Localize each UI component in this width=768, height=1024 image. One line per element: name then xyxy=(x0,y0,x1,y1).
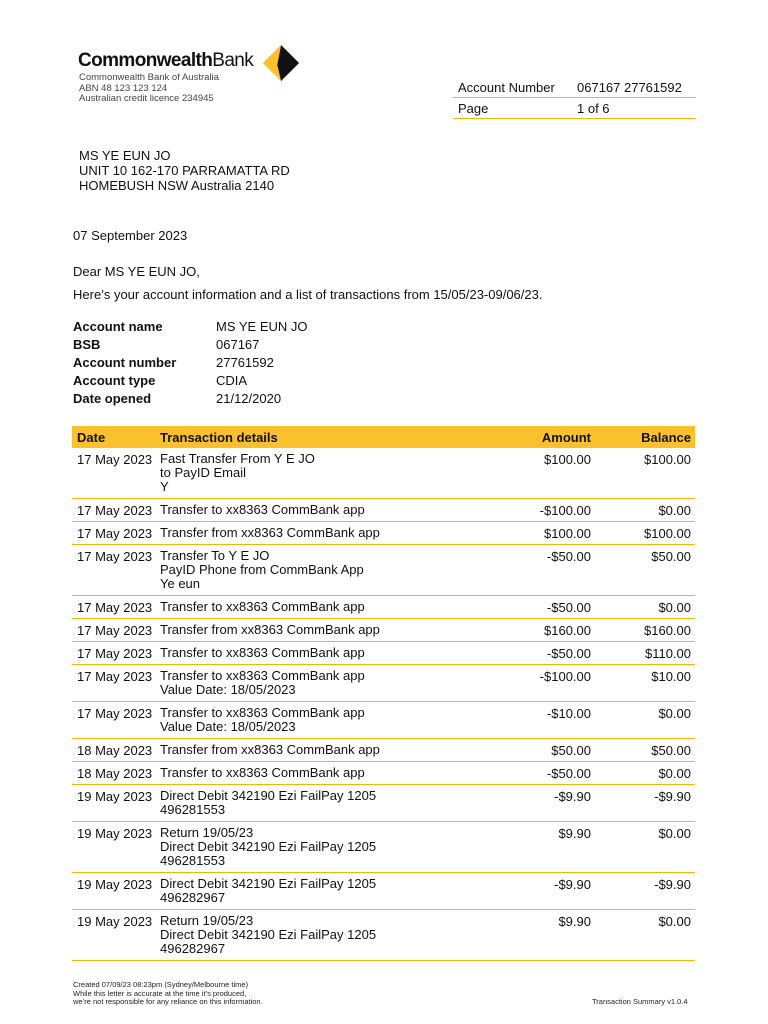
transaction-date: 17 May 2023 xyxy=(77,646,153,661)
account-number-label: Account Number xyxy=(458,79,555,95)
transaction-row xyxy=(72,873,695,910)
transaction-amount: -$100.00 xyxy=(539,669,591,684)
account-detail-row xyxy=(73,353,308,371)
header-date: Date xyxy=(77,429,106,445)
transaction-details xyxy=(160,600,460,614)
transaction-details xyxy=(160,549,460,591)
transaction-balance: $110.00 xyxy=(644,646,691,661)
transaction-amount: $100.00 xyxy=(544,452,591,467)
bank-abn: ABN 48 123 123 124 xyxy=(79,82,168,94)
account-number-row xyxy=(453,77,696,98)
account-detail-value: CDIA xyxy=(216,372,248,388)
transaction-balance: $0.00 xyxy=(658,600,691,615)
transaction-detail-line: Transfer from xx8363 CommBank app xyxy=(160,525,380,540)
transaction-row xyxy=(72,499,695,522)
account-detail-label: BSB xyxy=(73,336,101,352)
address-line: HOMEBUSH NSW Australia 2140 xyxy=(79,178,275,193)
account-detail-value: 067167 xyxy=(216,336,260,352)
account-detail-value: MS YE EUN JO xyxy=(216,318,308,334)
footer-line: we’re not responsible for any reliance on this information. xyxy=(73,997,263,1007)
transaction-details xyxy=(160,914,460,956)
transaction-amount: $100.00 xyxy=(544,526,591,541)
transaction-detail-line: Transfer to xx8363 CommBank app xyxy=(160,705,365,720)
brand-wordmark xyxy=(78,50,253,72)
transaction-detail-line: Transfer to xx8363 CommBank app xyxy=(160,502,365,517)
transaction-detail-line: PayID Phone from CommBank App xyxy=(160,562,364,577)
transaction-row xyxy=(72,522,695,545)
address-line: MS YE EUN JO xyxy=(79,148,171,163)
transaction-balance: $0.00 xyxy=(658,706,691,721)
account-number-value: 067167 27761592 xyxy=(577,79,682,95)
brand-name-light: Bank xyxy=(212,50,254,71)
transaction-date: 17 May 2023 xyxy=(77,706,153,721)
transaction-amount: -$50.00 xyxy=(546,549,591,564)
transaction-date: 17 May 2023 xyxy=(77,452,153,467)
transaction-row xyxy=(72,785,695,822)
recipient-address xyxy=(79,148,290,193)
transaction-balance: $50.00 xyxy=(651,743,691,758)
transaction-balance: $100.00 xyxy=(644,526,691,541)
header-amount: Amount xyxy=(541,429,591,445)
transaction-date: 17 May 2023 xyxy=(77,623,153,638)
account-details xyxy=(73,317,308,407)
transaction-amount: -$100.00 xyxy=(539,503,591,518)
transactions-body xyxy=(72,448,695,961)
commbank-diamond-logo-icon xyxy=(262,44,300,82)
transaction-row xyxy=(72,642,695,665)
account-detail-label: Account number xyxy=(73,354,177,370)
transaction-row xyxy=(72,665,695,702)
transaction-row xyxy=(72,596,695,619)
transaction-date: 17 May 2023 xyxy=(77,549,153,564)
transaction-date: 19 May 2023 xyxy=(77,826,153,841)
footer-version: Transaction Summary v1.0.4 xyxy=(592,997,688,1006)
transaction-balance: $0.00 xyxy=(658,503,691,518)
account-detail-value: 27761592 xyxy=(216,354,274,370)
transaction-amount: -$50.00 xyxy=(546,766,591,781)
transaction-amount: -$50.00 xyxy=(546,600,591,615)
transaction-amount: $160.00 xyxy=(544,623,591,638)
transaction-balance: $0.00 xyxy=(658,914,691,929)
address-line: UNIT 10 162-170 PARRAMATTA RD xyxy=(79,163,290,178)
transaction-details xyxy=(160,503,460,517)
transaction-details xyxy=(160,669,460,697)
page-value: 1 of 6 xyxy=(577,100,610,116)
transaction-detail-line: Direct Debit 342190 Ezi FailPay 1205 xyxy=(160,788,377,803)
transactions-table xyxy=(72,426,695,961)
transaction-detail-line: Transfer to xx8363 CommBank app xyxy=(160,645,365,660)
transaction-detail-line: Y xyxy=(160,479,169,494)
account-detail-label: Account name xyxy=(73,318,163,334)
transaction-detail-line: 496281553 xyxy=(160,802,226,817)
transaction-detail-line: Transfer to xx8363 CommBank app xyxy=(160,599,365,614)
transaction-detail-line: Transfer from xx8363 CommBank app xyxy=(160,742,380,757)
transaction-details xyxy=(160,623,460,637)
transaction-amount: -$9.90 xyxy=(554,789,591,804)
transaction-detail-line: Ye eun xyxy=(160,576,201,591)
account-detail-row xyxy=(73,335,308,353)
transaction-balance: $10.00 xyxy=(651,669,691,684)
letter-date: 07 September 2023 xyxy=(73,228,188,243)
transaction-detail-line: Value Date: 18/05/2023 xyxy=(160,682,296,697)
greeting: Dear MS YE EUN JO, xyxy=(73,264,200,279)
transaction-detail-line: Return 19/05/23 xyxy=(160,913,254,928)
transaction-detail-line: Transfer to xx8363 CommBank app xyxy=(160,668,365,683)
transaction-details xyxy=(160,743,460,757)
transaction-amount: $9.90 xyxy=(558,914,591,929)
transaction-date: 17 May 2023 xyxy=(77,669,153,684)
transaction-row xyxy=(72,448,695,499)
transaction-date: 19 May 2023 xyxy=(77,789,153,804)
account-detail-row xyxy=(73,389,308,407)
transaction-date: 17 May 2023 xyxy=(77,503,153,518)
footer-line: While this letter is accurate at the time it’s produced, xyxy=(73,988,247,998)
header-details: Transaction details xyxy=(160,429,278,445)
header-balance: Balance xyxy=(641,429,691,445)
transaction-detail-line: 496282967 xyxy=(160,941,226,956)
page-row xyxy=(453,98,696,119)
transaction-balance: -$9.90 xyxy=(654,877,691,892)
transaction-detail-line: to PayID Email xyxy=(160,465,246,480)
transaction-row xyxy=(72,619,695,642)
statement-meta xyxy=(453,77,696,119)
transaction-detail-line: Direct Debit 342190 Ezi FailPay 1205 xyxy=(160,839,377,854)
transaction-date: 19 May 2023 xyxy=(77,914,153,929)
brand-name-bold: Commonwealth xyxy=(78,50,213,71)
bank-licence: Australian credit licence 234945 xyxy=(79,93,214,104)
transaction-date: 18 May 2023 xyxy=(77,766,153,781)
account-detail-value: 21/12/2020 xyxy=(216,390,282,406)
transaction-details xyxy=(160,877,460,905)
footer-line: Created 07/09/23 08:23pm (Sydney/Melbourne time) xyxy=(73,980,249,989)
transaction-balance: $50.00 xyxy=(651,549,691,564)
transaction-balance: $0.00 xyxy=(658,766,691,781)
transaction-detail-line: Transfer from xx8363 CommBank app xyxy=(160,622,380,637)
transaction-detail-line: Fast Transfer From Y E JO xyxy=(160,451,315,466)
bank-details xyxy=(79,73,219,105)
transaction-detail-line: Return 19/05/23 xyxy=(160,825,254,840)
transaction-amount: -$9.90 xyxy=(554,877,591,892)
transaction-amount: $50.00 xyxy=(551,743,591,758)
transaction-details xyxy=(160,526,460,540)
transaction-row xyxy=(72,739,695,762)
transaction-details xyxy=(160,646,460,660)
transaction-row xyxy=(72,702,695,739)
transaction-row xyxy=(72,822,695,873)
transaction-date: 18 May 2023 xyxy=(77,743,153,758)
transaction-balance: -$9.90 xyxy=(654,789,691,804)
transaction-date: 17 May 2023 xyxy=(77,600,153,615)
account-detail-row xyxy=(73,371,308,389)
transaction-detail-line: Transfer To Y E JO xyxy=(160,548,270,563)
bank-legal-name: Commonwealth Bank of Australia xyxy=(79,72,219,83)
transaction-date: 19 May 2023 xyxy=(77,877,153,892)
account-detail-row xyxy=(73,317,308,335)
transaction-row xyxy=(72,545,695,596)
transaction-row xyxy=(72,910,695,961)
footer-disclaimer xyxy=(73,981,263,1007)
transaction-details xyxy=(160,789,460,817)
transaction-balance: $100.00 xyxy=(644,452,691,467)
account-detail-label: Account type xyxy=(73,372,156,388)
transaction-detail-line: Transfer to xx8363 CommBank app xyxy=(160,765,365,780)
transaction-detail-line: 496281553 xyxy=(160,853,226,868)
transaction-details xyxy=(160,706,460,734)
transaction-details xyxy=(160,826,460,868)
transaction-date: 17 May 2023 xyxy=(77,526,153,541)
transaction-detail-line: Direct Debit 342190 Ezi FailPay 1205 xyxy=(160,876,377,891)
transaction-details xyxy=(160,452,460,494)
transactions-header xyxy=(72,426,695,448)
account-detail-label: Date opened xyxy=(73,390,152,406)
transaction-details xyxy=(160,766,460,780)
transaction-detail-line: Direct Debit 342190 Ezi FailPay 1205 xyxy=(160,927,377,942)
intro-text: Here’s your account information and a list of transactions from 15/05/23-09/06/23. xyxy=(73,287,543,302)
transaction-balance: $0.00 xyxy=(658,826,691,841)
page-label: Page xyxy=(458,100,489,116)
transaction-amount: -$10.00 xyxy=(546,706,591,721)
transaction-detail-line: 496282967 xyxy=(160,890,226,905)
transaction-detail-line: Value Date: 18/05/2023 xyxy=(160,719,296,734)
transaction-row xyxy=(72,762,695,785)
transaction-amount: $9.90 xyxy=(558,826,591,841)
transaction-amount: -$50.00 xyxy=(546,646,591,661)
transaction-balance: $160.00 xyxy=(644,623,691,638)
